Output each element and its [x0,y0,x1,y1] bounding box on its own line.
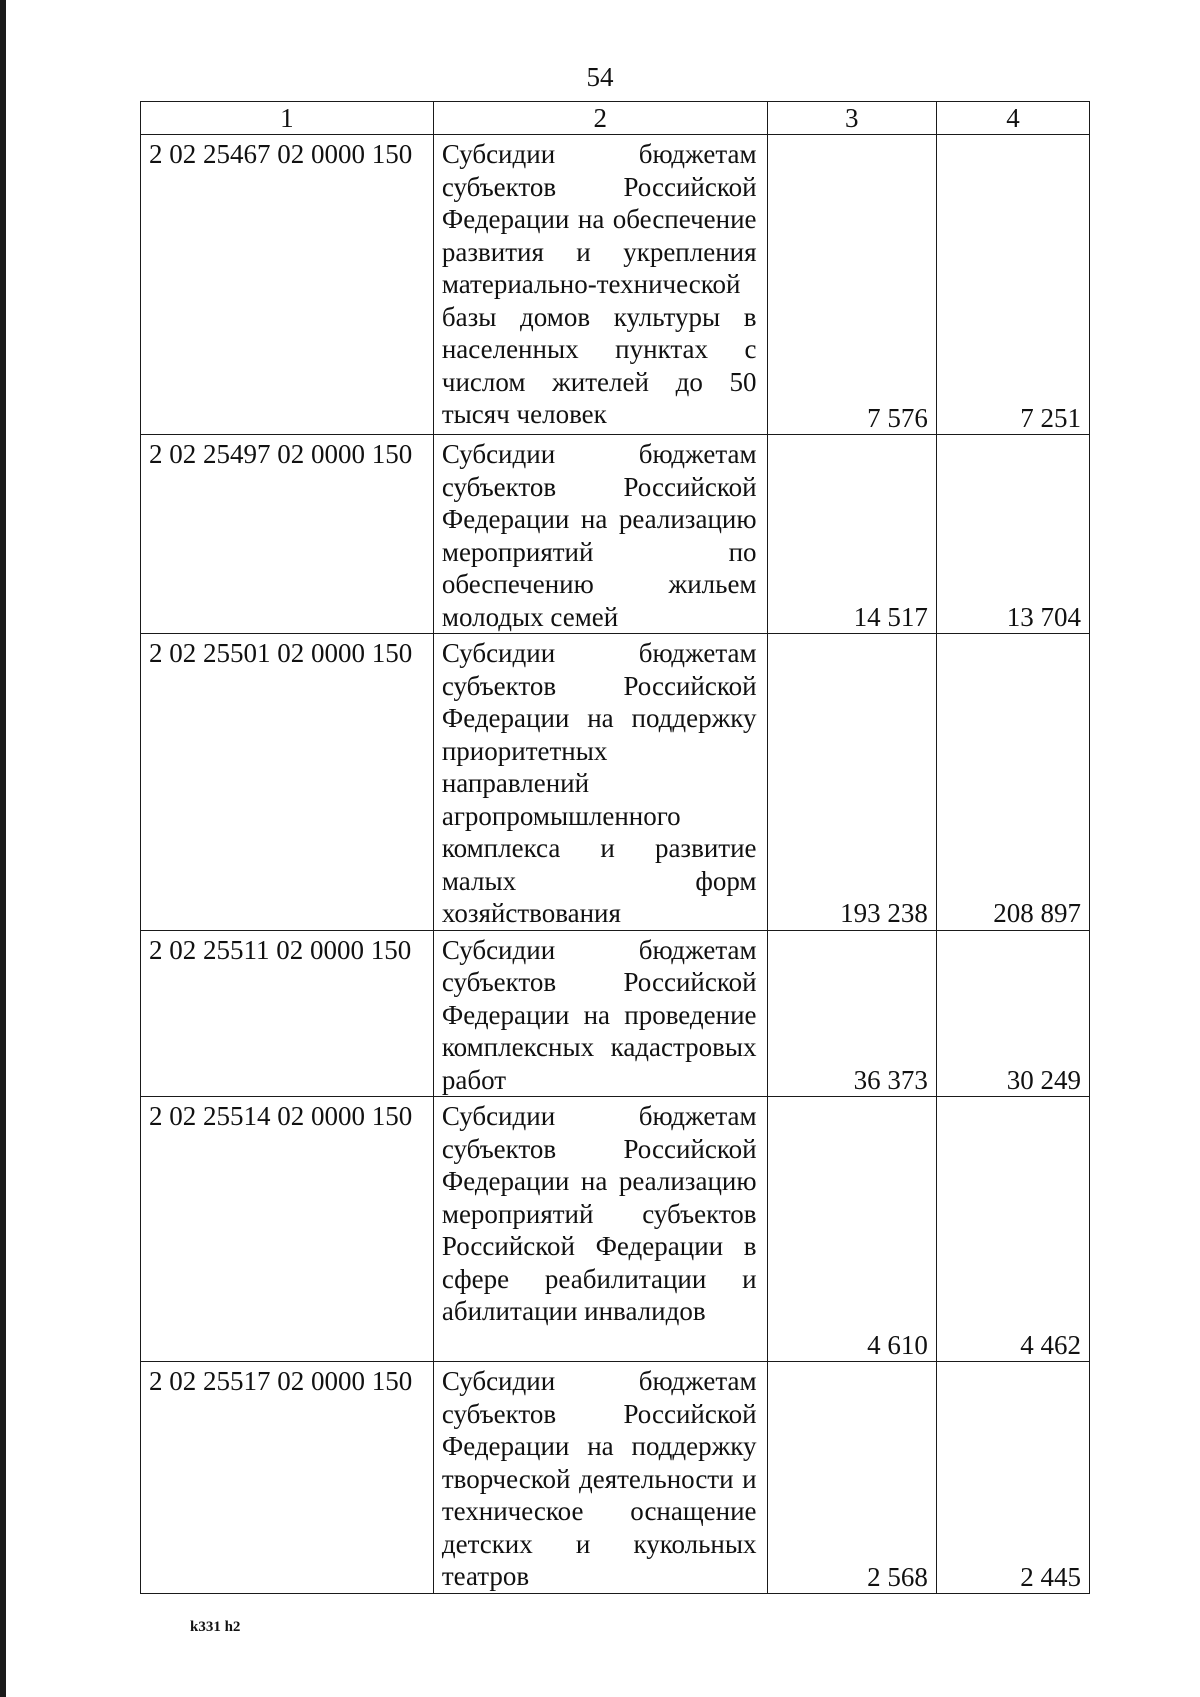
value-col3: 36 373 [767,930,936,1097]
row-description: Субсидии бюджетам субъектов Российской Федерации на обеспечение развития и укрепления материально-технической базы домов культуры в населенных пунктах с числом жителей до 50 тысяч человек [433,135,767,435]
page-number: 54 [586,62,614,92]
scan-left-edge [0,0,6,1697]
header-cell-3: 3 [767,102,936,135]
row-description: Субсидии бюджетам субъектов Российской Федерации на проведение комплексных кадастровых работ [433,930,767,1097]
classification-code: 2 02 25501 02 0000 150 [141,634,434,931]
row-description: Субсидии бюджетам субъектов Российской Федерации на реализацию мероприятий субъектов Российской Федерации в сфере реабилитации и абилитации инвалидов [433,1097,767,1362]
document-footer-code: k331 h2 [190,1619,241,1635]
value-col4: 7 251 [936,135,1089,435]
value-col4: 30 249 [936,930,1089,1097]
value-col4: 2 445 [936,1362,1089,1594]
value-col4: 4 462 [936,1097,1089,1362]
budget-table [140,101,1090,1594]
row-description: Субсидии бюджетам субъектов Российской Федерации на реализацию мероприятий по обеспечению жильем молодых семей [433,435,767,634]
value-col3: 193 238 [767,634,936,931]
value-col4: 208 897 [936,634,1089,931]
table-row [141,1097,1090,1362]
classification-code: 2 02 25514 02 0000 150 [141,1097,434,1362]
value-col3: 7 576 [767,135,936,435]
value-col3: 14 517 [767,435,936,634]
header-cell-2: 2 [433,102,767,135]
table-row [141,435,1090,634]
classification-code: 2 02 25511 02 0000 150 [141,930,434,1097]
classification-code: 2 02 25517 02 0000 150 [141,1362,434,1594]
classification-code: 2 02 25497 02 0000 150 [141,435,434,634]
header-cell-1: 1 [141,102,434,135]
table-row [141,634,1090,931]
value-col3: 4 610 [767,1097,936,1362]
table-row [141,135,1090,435]
header-cell-4: 4 [936,102,1089,135]
value-col3: 2 568 [767,1362,936,1594]
row-description: Субсидии бюджетам субъектов Российской Федерации на поддержку приоритетных направлений агропромышленного комплекса и развитие малых форм хозяйствования [433,634,767,931]
table-row [141,1362,1090,1594]
classification-code: 2 02 25467 02 0000 150 [141,135,434,435]
table-header-row [141,102,1090,135]
value-col4: 13 704 [936,435,1089,634]
table-row [141,930,1090,1097]
row-description: Субсидии бюджетам субъектов Российской Федерации на поддержку творческой деятельности и техническое оснащение детских и кукольных театров [433,1362,767,1594]
